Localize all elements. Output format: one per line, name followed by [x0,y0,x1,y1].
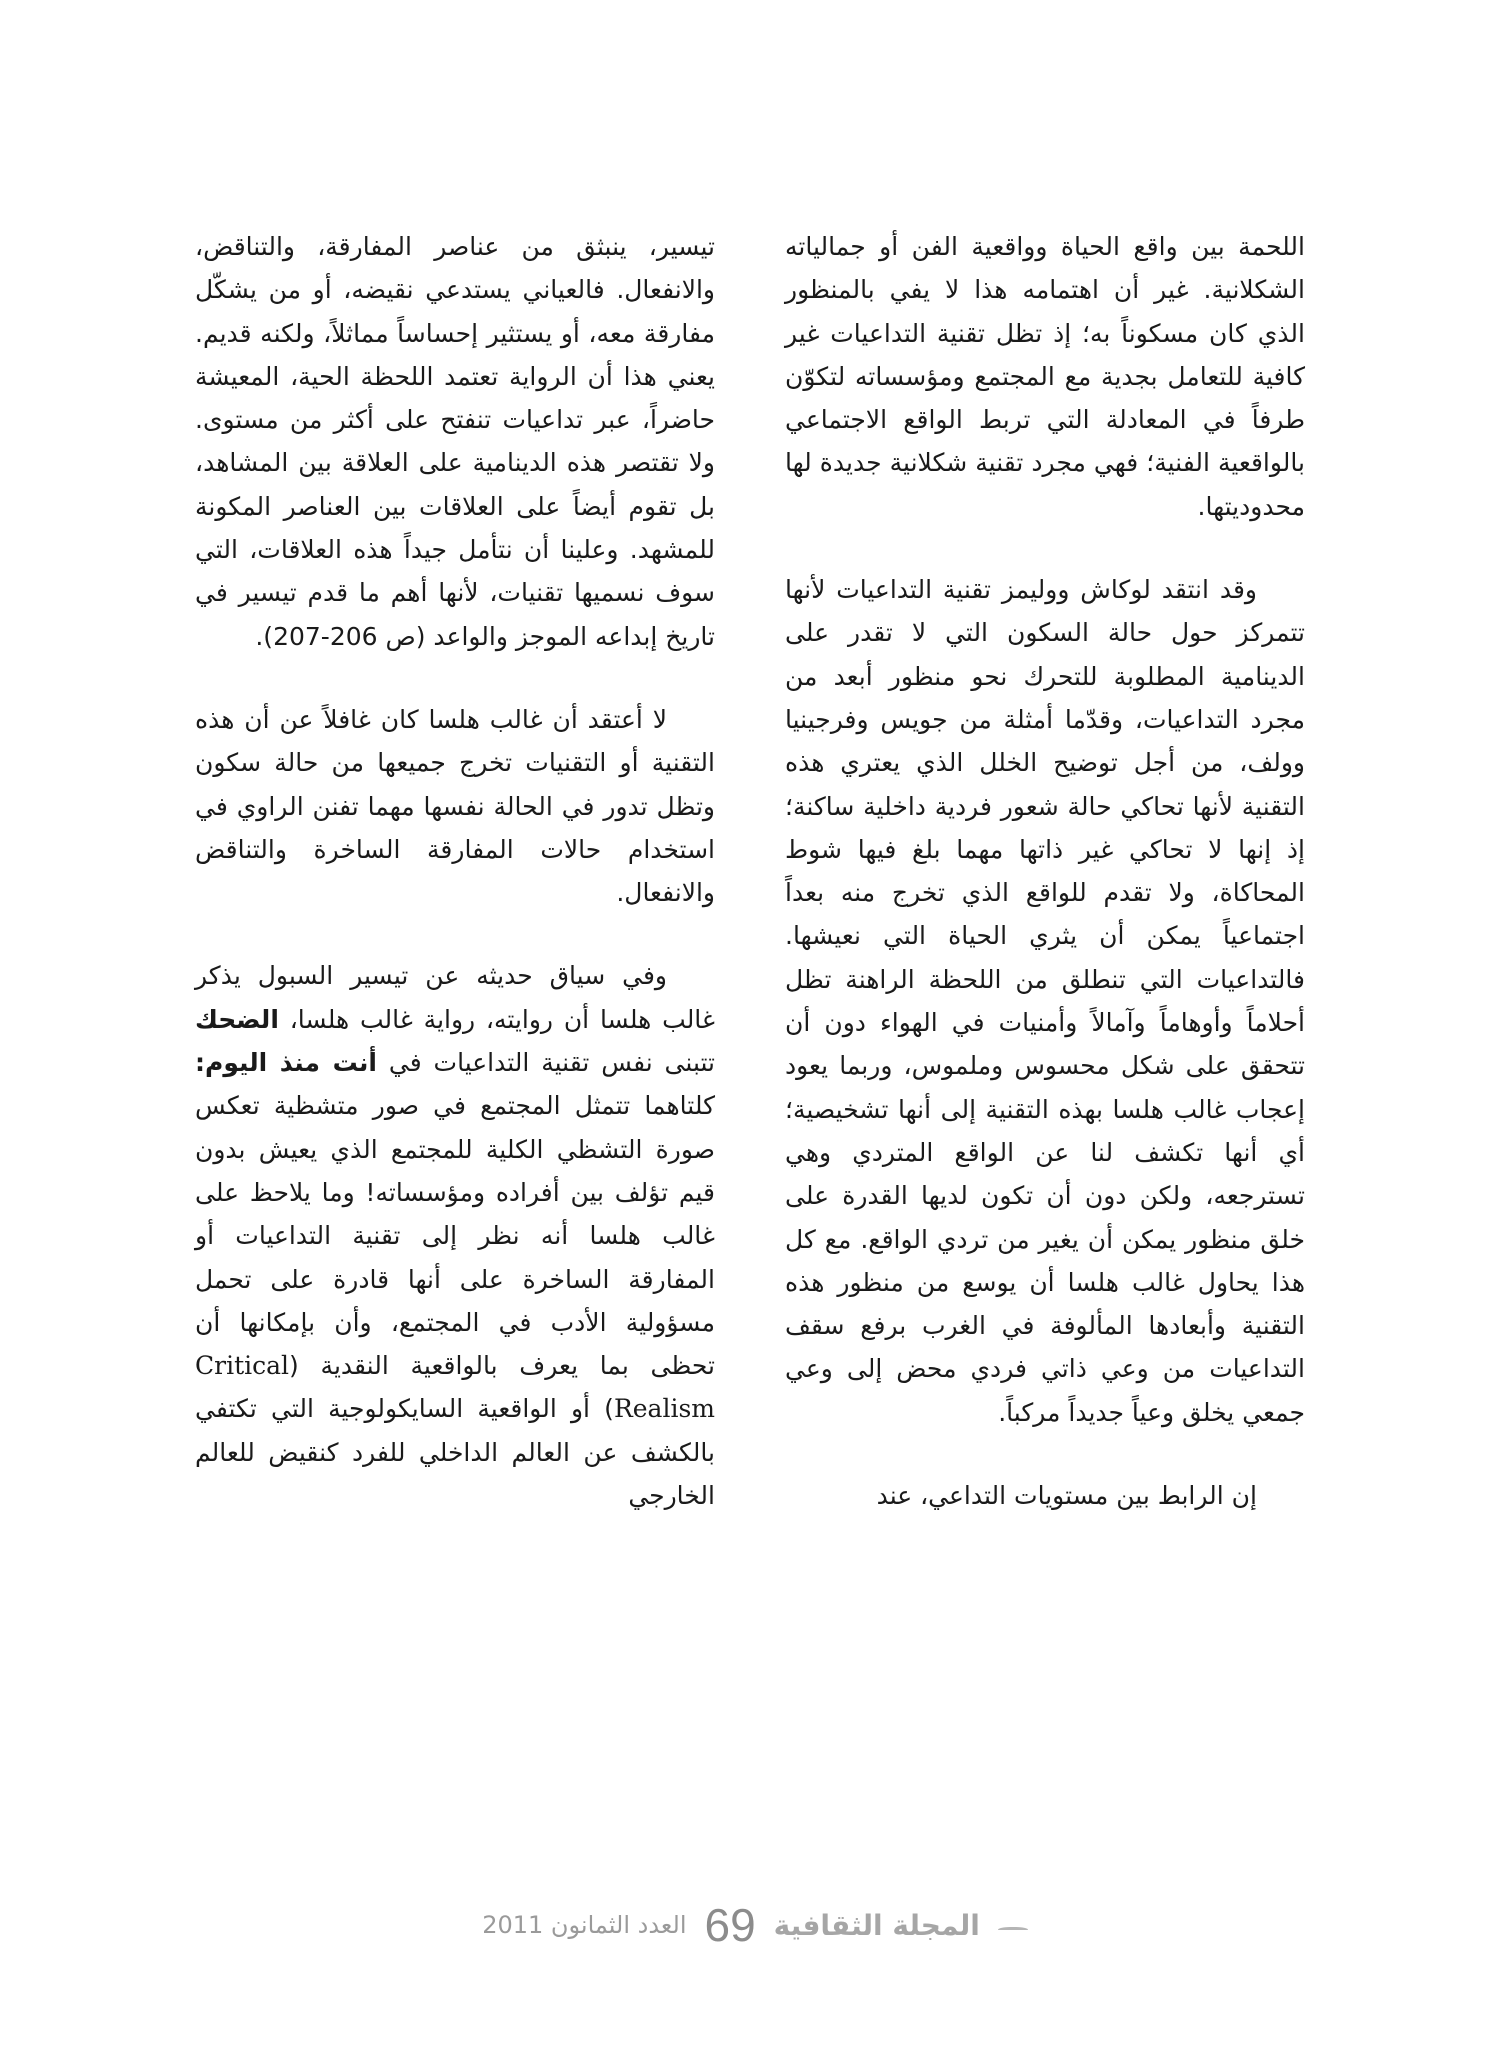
paragraph-text: وفي سياق حديثه عن تيسير السبول يذكر غالب هلسا أن روايته، رواية غالب هلسا، [195,961,715,1034]
left-paragraph-1: تيسير، ينبثق من عناصر المفارقة، والتناقض، والانفعال. فالعياني يستدعي نقيضه، أو من يشكّل مفارقة معه، أو يستثير إحساساً مماثلاً، ولكنه قديم. يعني هذا أن الرواية تعتمد اللحظة الحية، المعيشة حاضراً، عبر تداعيات تنفتح على أكثر من مستوى. ولا تقتصر هذه الدينامية على العلاقة بين المشاهد، بل تقوم أيضاً على العلاقات بين العناصر المكونة للمشهد. وعلينا أن نتأمل جيداً هذه العلاقات، التي سوف نسميها تقنيات، لأنها أهم ما قدم تيسير في تاريخ إبداعه الموجز والواعد (ص 206-207). [195,232,715,651]
novel-title-al-dahik: الضحك [195,1004,279,1034]
left-paragraph-3 [195,954,715,1517]
page-number: 69 [704,1899,756,1951]
paragraph-text: تتبنى نفس تقنية التداعيات في [388,1048,715,1078]
issue-label: العدد الثمانون 2011 [482,1911,687,1939]
paragraph-text: ) أو الواقعية السايكولوجية التي تكتفي بالكشف عن العالم الداخلي للفرد كنقيض للعالم الخارجي [195,1394,715,1511]
right-paragraph-3: إن الرابط بين مستويات التداعي، عند [876,1481,1257,1511]
swash-ornament-icon [998,1927,1028,1934]
novel-title-anta-mundhu-al-yawm: أنت منذ اليوم: [195,1048,377,1078]
right-paragraph-2: وقد انتقد لوكاش ووليمز تقنية التداعيات لأنها تتمركز حول حالة السكون التي لا تقدر على الدينامية المطلوبة للتحرك نحو منظور أبعد من مجرد التداعيات، وقدّما أمثلة من جويس وفرجينيا وولف، من أجل توضيح الخلل الذي يعتري هذه التقنية لأنها تحاكي حالة شعور فردية داخلية ساكنة؛ إذ إنها لا تحاكي غير ذاتها مهما بلغ فيها شوط المحاكاة، ولا تقدم للواقع الذي تخرج منه بعداً اجتماعياً يمكن أن يثري الحياة التي نعيشها. فالتداعيات التي تنطلق من اللحظة الراهنة تظل أحلاماً وأوهاماً وآمالاً وأمنيات في الهواء دون أن تتحقق على شكل محسوس وملموس، وربما يعود إعجاب غالب هلسا بهذه التقنية إلى أنها تشخيصية؛ أي أنها تكشف لنا عن الواقع المتردي وهي تسترجعه، ولكن دون أن تكون لديها القدرة على خلق منظور يمكن أن يغير من تردي الواقع. مع كل هذا يحاول غالب هلسا أن يوسع من منظور هذه التقنية وأبعادها المألوفة في الغرب برفع سقف التداعيات من وعي ذاتي فردي محض إلى وعي جمعي يخلق وعياً جديداً مركباً. [785,575,1305,1427]
left-paragraph-2: لا أعتقد أن غالب هلسا كان غافلاً عن أن هذه التقنية أو التقنيات تخرج جميعها من حالة سكون وتظل تدور في الحالة نفسها مهما تفنن الراوي في استخدام حالات المفارقة الساخرة والتناقض والانفعال. [195,704,715,908]
paragraph-text: كلتاهما تتمثل المجتمع في صور متشظية تعكس صورة التشظي الكلية للمجتمع الذي يعيش بدون قيم تؤلف بين أفراده ومؤسساته! وما يلاحظ على غالب هلسا أنه نظر إلى تقنية التداعيات أو المفارقة الساخرة على أنها قادرة على تحمل مسؤولية الأدب في المجتمع، وأن بإمكانها أن تحظى بما يعرف بالواقعية النقدية ( [195,1091,715,1381]
right-column [785,225,1305,1557]
latin-term: Critical Realism [195,1351,715,1424]
left-column [195,225,715,1557]
magazine-title: المجلة الثقافية [773,1908,980,1942]
right-paragraph-1: اللحمة بين واقع الحياة وواقعية الفن أو جمالياته الشكلانية. غير أن اهتمامه هذا لا يفي بالمنظور الذي كان مسكوناً به؛ إذ تظل تقنية التداعيات غير كافية للتعامل بجدية مع المجتمع ومؤسساته لتكوّن طرفاً في المعادلة التي تربط الواقع الاجتماعي بالواقعية الفنية؛ فهي مجرد تقنية شكلانية جديدة لها محدوديتها. [785,232,1305,521]
page-footer [430,1895,1080,1955]
